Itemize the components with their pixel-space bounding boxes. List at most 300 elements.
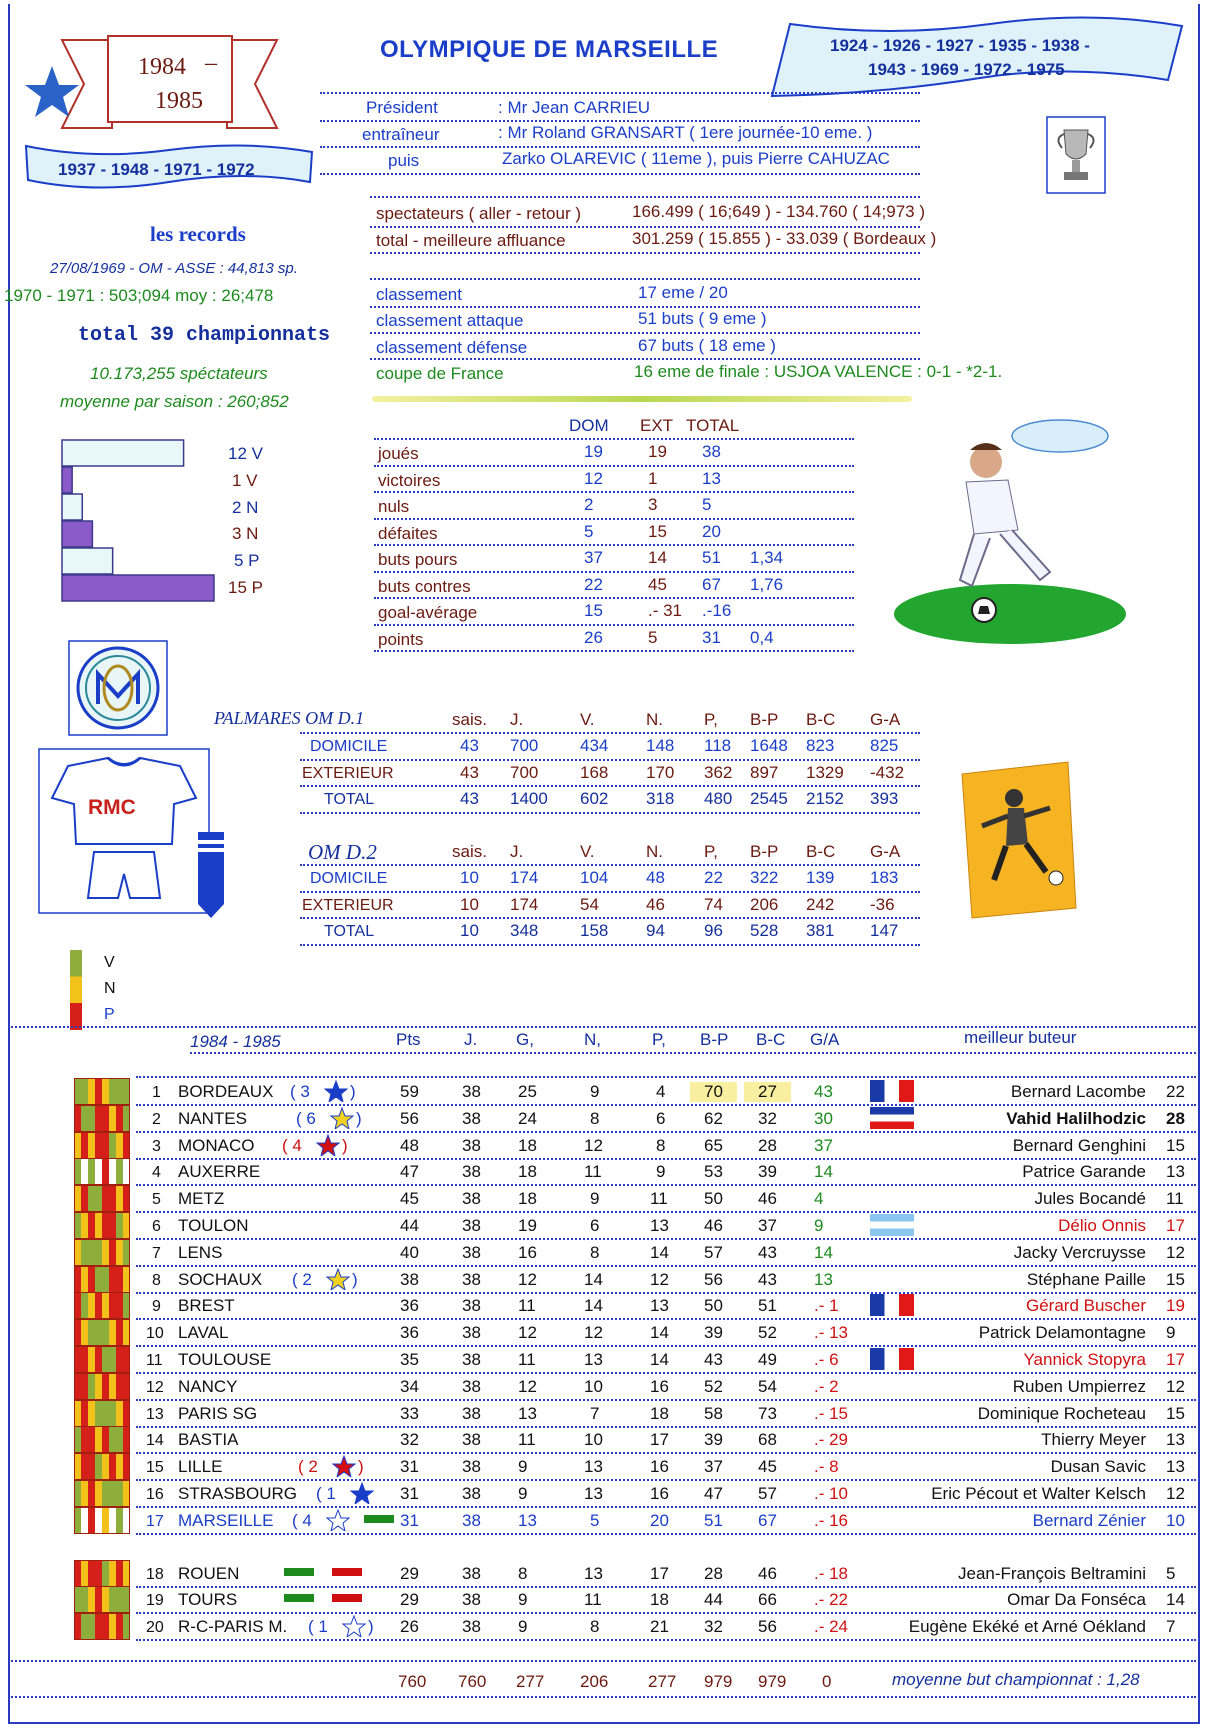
league-pts: 34 xyxy=(400,1376,419,1396)
league-scorer-goals: 22 xyxy=(1166,1082,1185,1101)
league-top-scorer: Eric Pécout et Walter Kelsch xyxy=(931,1484,1146,1503)
season-dash: – xyxy=(205,50,217,76)
league-row-divider xyxy=(136,1211,1196,1213)
total-affluence-label: total - meilleure affluance xyxy=(376,231,566,250)
league-played: 38 xyxy=(462,1242,481,1262)
league-scorer-goals: 15 xyxy=(1166,1135,1185,1155)
palmares_d2-cell: 10 xyxy=(460,921,479,940)
league-won: 24 xyxy=(518,1108,537,1128)
league-pts: 29 xyxy=(400,1563,419,1583)
league-goals-against: 27 xyxy=(744,1082,791,1102)
league-pts: 32 xyxy=(400,1430,419,1450)
league-goals-for: 58 xyxy=(704,1403,723,1423)
title-star-icon xyxy=(326,1509,350,1531)
league-rank: 19 xyxy=(146,1592,164,1610)
palmares_d2-header: B-C xyxy=(806,842,836,861)
palmares_d2-cell: 54 xyxy=(580,894,599,914)
league-total-value: 979 xyxy=(758,1672,787,1691)
league-team: TOULOUSE xyxy=(178,1350,272,1369)
league-rank: 13 xyxy=(146,1405,164,1423)
stats-row-dom: 26 xyxy=(584,627,603,647)
league-goals-against: 54 xyxy=(758,1376,777,1396)
stats-row-dom: 12 xyxy=(584,468,603,488)
records-line3: total 39 championnats xyxy=(78,324,331,347)
form-box xyxy=(74,1319,130,1346)
league-row-divider xyxy=(136,1479,1196,1481)
league-won: 19 xyxy=(518,1216,537,1235)
league-drawn: 8 xyxy=(590,1108,600,1128)
league-drawn: 6 xyxy=(590,1216,600,1235)
club-title: OLYMPIQUE DE MARSEILLE xyxy=(380,36,719,63)
league-played: 38 xyxy=(462,1135,481,1155)
stats-row-label: goal-avérage xyxy=(378,603,478,622)
league-scorer-goals: 13 xyxy=(1166,1162,1185,1182)
league-titles: ( 4 xyxy=(292,1510,312,1530)
stats-row-total: 51 xyxy=(702,548,721,567)
stats-row-total: 67 xyxy=(702,574,721,594)
then-label: puis xyxy=(388,151,420,170)
league-total-value: 206 xyxy=(580,1672,609,1691)
league-scorer-goals: 13 xyxy=(1166,1430,1185,1450)
league-rank: 10 xyxy=(146,1325,164,1343)
league-goals-for: 47 xyxy=(704,1484,723,1503)
league-row-divider xyxy=(136,1639,1196,1641)
president-value: : Mr Jean CARRIEU xyxy=(498,98,651,117)
league-row-divider xyxy=(136,1452,1196,1454)
form-box xyxy=(74,1480,130,1507)
league-goals-for: 39 xyxy=(704,1323,723,1343)
palmares_d1-row-label: EXTERIEUR xyxy=(302,764,394,782)
title-star-icon xyxy=(316,1134,340,1156)
title-star-icon xyxy=(324,1080,348,1102)
league-goal-diff: .- 8 xyxy=(814,1457,839,1477)
stats-row-total: 38 xyxy=(702,442,721,461)
league-won: 13 xyxy=(518,1510,537,1530)
league-total-value: 760 xyxy=(398,1672,427,1691)
league-won: 18 xyxy=(518,1135,537,1155)
palmares_d2-header: G-A xyxy=(870,842,901,861)
goalkeeper-illustration xyxy=(958,760,1082,920)
league-scorer-goals: 7 xyxy=(1166,1617,1176,1637)
league-pts: 38 xyxy=(400,1269,419,1289)
league-pts: 40 xyxy=(400,1242,419,1262)
league-lost: 9 xyxy=(656,1162,666,1182)
bar-3 xyxy=(62,494,82,520)
league-played: 38 xyxy=(462,1216,481,1235)
league-scorer-goals: 28 xyxy=(1166,1108,1185,1128)
argentina-flag-icon xyxy=(870,1214,914,1236)
league-goals-against: 56 xyxy=(758,1617,777,1637)
stats-row-dom: 2 xyxy=(584,495,594,514)
palmares_d1-cell: 2545 xyxy=(750,789,788,808)
palmares_d1-cell: 700 xyxy=(510,762,539,782)
league-rank: 8 xyxy=(152,1271,161,1289)
palmares_d2-cell: 242 xyxy=(806,894,835,914)
palmares_d1-cell: 1648 xyxy=(750,736,788,755)
league-rank: 7 xyxy=(152,1244,161,1262)
league-drawn: 12 xyxy=(584,1135,603,1155)
league-played: 38 xyxy=(462,1376,481,1396)
league-won: 9 xyxy=(518,1457,528,1477)
league-scorer-goals: 13 xyxy=(1166,1457,1185,1477)
league-goals-for: 51 xyxy=(704,1510,723,1530)
stats-row-dom: 37 xyxy=(584,548,603,567)
league-titles: ( 6 xyxy=(296,1108,316,1128)
league-lost: 14 xyxy=(650,1323,669,1343)
league-team: STRASBOURG xyxy=(178,1484,298,1503)
league-top-scorer: Jules Bocandé xyxy=(1034,1189,1146,1209)
league-team: SOCHAUX xyxy=(178,1269,263,1289)
league-goals-against: 32 xyxy=(758,1108,777,1128)
stats-row-ext: 3 xyxy=(648,495,658,514)
league-row-divider xyxy=(136,1586,1196,1588)
league-row-divider xyxy=(136,1612,1196,1614)
league-rank: 11 xyxy=(146,1352,163,1369)
league-goal-diff: .- 6 xyxy=(814,1350,839,1369)
palmares_d2-cell: 96 xyxy=(704,921,723,940)
league-team: NANTES xyxy=(178,1108,247,1128)
league-row-divider xyxy=(136,1104,1196,1106)
league-rank: 16 xyxy=(146,1486,164,1503)
palmares_d2-row-divider xyxy=(300,944,920,946)
league-lost: 14 xyxy=(650,1242,669,1262)
league-team: BREST xyxy=(178,1296,235,1316)
palmares_d1-cell: 148 xyxy=(646,736,675,755)
palmares_d1-cell: 825 xyxy=(870,736,899,755)
league-top-scorer: Stéphane Paille xyxy=(1026,1269,1146,1289)
stats-row-total: 20 xyxy=(702,521,721,541)
title-star-icon xyxy=(330,1107,354,1129)
attack-label: classement attaque xyxy=(376,311,524,330)
palmares_d1-header: sais. xyxy=(452,710,487,729)
league-goals-for: 53 xyxy=(704,1162,723,1182)
bar-label-3: 2 N xyxy=(232,498,259,517)
bar-label-6: 15 P xyxy=(228,578,263,597)
legend-v: V xyxy=(104,954,115,971)
league-titles: ( 4 xyxy=(282,1135,302,1155)
league-team: TOULON xyxy=(178,1216,249,1235)
spectators-value: 166.499 ( 16;649 ) - 134.760 ( 14;973 ) xyxy=(632,202,925,221)
records-line4: 10.173,255 spéctateurs xyxy=(90,364,268,383)
form-box xyxy=(74,1400,130,1427)
stats-row-divider xyxy=(374,544,854,546)
palmares_d1-cell: 170 xyxy=(646,762,675,782)
league-scorer-goals: 12 xyxy=(1166,1484,1185,1503)
league-top-scorer: Bernard Zénier xyxy=(1032,1510,1146,1530)
league-total-value: 277 xyxy=(516,1672,545,1691)
league-goals-for: 52 xyxy=(704,1376,723,1396)
stats-row-label: joués xyxy=(378,444,419,463)
league-pts: 31 xyxy=(400,1484,419,1503)
palmares_d1-row-label: DOMICILE xyxy=(310,738,388,755)
league-played: 38 xyxy=(462,1510,481,1530)
palmares_d2-cell: 158 xyxy=(580,921,609,940)
average-goals: moyenne but championnat : 1,28 xyxy=(892,1670,1140,1689)
league-row-divider xyxy=(136,1426,1196,1428)
league-goal-diff: 4 xyxy=(814,1189,824,1209)
attack-value: 51 buts ( 9 eme ) xyxy=(638,309,767,328)
league-drawn: 13 xyxy=(584,1484,603,1503)
league-drawn: 7 xyxy=(590,1403,600,1423)
league-scorer-goals: 12 xyxy=(1166,1242,1185,1262)
palmares_d1-cell: 318 xyxy=(646,789,675,808)
league-row-divider xyxy=(136,1372,1196,1374)
palmares_d1-cell: 2152 xyxy=(806,789,844,808)
league-goal-diff: .- 24 xyxy=(814,1617,849,1637)
league-goal-diff: 9 xyxy=(814,1216,824,1235)
classement-value: 17 eme / 20 xyxy=(638,283,728,302)
league-played: 38 xyxy=(462,1617,481,1637)
league-pts: 33 xyxy=(400,1403,419,1423)
league-rank: 4 xyxy=(152,1164,161,1182)
league-row-divider xyxy=(136,1292,1196,1294)
league-team: ROUEN xyxy=(178,1563,240,1583)
league-row-divider xyxy=(136,1399,1196,1401)
league-goals-for: 37 xyxy=(704,1457,723,1477)
league-row-divider xyxy=(136,1184,1196,1186)
palmares_d2-header: sais. xyxy=(452,842,487,861)
palmares_d2-header: N. xyxy=(646,842,663,861)
palmares_d1-header: G-A xyxy=(870,710,901,729)
league-header-n: N, xyxy=(584,1030,601,1049)
league-pts: 44 xyxy=(400,1216,419,1235)
league-goals-for: 32 xyxy=(704,1617,723,1637)
arrow-left-icon xyxy=(284,1594,314,1602)
league-goal-diff: .- 13 xyxy=(814,1323,849,1343)
league-scorer-goals: 15 xyxy=(1166,1403,1185,1423)
palmares_d2-cell: -36 xyxy=(870,894,895,914)
league-won: 18 xyxy=(518,1189,537,1209)
palmares_d2-cell: 22 xyxy=(704,868,723,887)
league-drawn: 9 xyxy=(590,1189,600,1209)
arrow-right-icon xyxy=(332,1568,362,1576)
league-top-scorer: Jacky Vercruysse xyxy=(1013,1242,1146,1262)
france-flag-icon xyxy=(870,1080,914,1102)
league-played: 38 xyxy=(462,1323,481,1343)
league-goal-diff: 14 xyxy=(814,1162,833,1182)
league-scorer-goals: 5 xyxy=(1166,1563,1176,1583)
palmares_d1-row-divider xyxy=(300,732,920,734)
league-titles: ( 1 xyxy=(316,1484,336,1503)
palmares-d2-title: OM D.2 xyxy=(308,840,377,864)
trophy-icon xyxy=(1046,116,1106,194)
league-goals-against: 43 xyxy=(758,1242,777,1262)
palmares_d2-cell: 174 xyxy=(510,868,539,887)
league-goals-for: 46 xyxy=(704,1216,723,1235)
palmares_d2-cell: 46 xyxy=(646,894,665,914)
league-lost: 16 xyxy=(650,1457,669,1477)
stats-row-ext: .- 31 xyxy=(648,601,683,620)
palmares_d2-cell: 74 xyxy=(704,894,723,914)
league-goal-diff: 13 xyxy=(814,1269,833,1289)
palmares_d1-row-divider xyxy=(300,812,920,814)
stats-row-ext: 1 xyxy=(648,468,658,488)
league-goals-for: 43 xyxy=(704,1350,723,1369)
league-rank: 12 xyxy=(146,1378,164,1396)
league-played: 38 xyxy=(462,1269,481,1289)
league-header-pts: Pts xyxy=(396,1030,421,1049)
league-played: 38 xyxy=(462,1350,481,1369)
league-lost: 17 xyxy=(650,1563,669,1583)
palmares_d2-header: P, xyxy=(704,842,718,861)
league-rank: 3 xyxy=(152,1137,161,1155)
league-won: 12 xyxy=(518,1269,537,1289)
stats-header-dom: DOM xyxy=(569,416,609,435)
form-box xyxy=(74,1373,130,1400)
league-row-divider xyxy=(136,1131,1196,1133)
league-lost: 18 xyxy=(650,1403,669,1423)
palmares_d1-cell: -432 xyxy=(870,762,905,782)
league-row-divider xyxy=(136,1238,1196,1240)
league-goal-diff: 43 xyxy=(814,1082,833,1101)
league-team: BASTIA xyxy=(178,1430,239,1450)
league-scorer-goals: 17 xyxy=(1166,1216,1185,1235)
league-goals-against: 45 xyxy=(758,1457,777,1477)
league-pts: 56 xyxy=(400,1108,419,1128)
palmares_d2-cell: 528 xyxy=(750,921,779,940)
league-team: MONACO xyxy=(178,1135,255,1155)
league-goal-diff: .- 16 xyxy=(814,1510,849,1530)
results-bar-chart xyxy=(60,438,220,604)
stats-row-label: défaites xyxy=(378,523,438,543)
league-goals-for: 57 xyxy=(704,1242,723,1262)
bar-label-5: 5 P xyxy=(234,551,260,570)
league-drawn: 14 xyxy=(584,1269,603,1289)
league-header-bc: B-C xyxy=(756,1030,786,1049)
league-team: TOURS xyxy=(178,1590,238,1610)
palmares_d2-cell: 381 xyxy=(806,921,835,940)
league-top-scorer: Vahid Halilhodzic xyxy=(1006,1108,1146,1128)
league-goals-against: 37 xyxy=(758,1216,777,1235)
league-top-scorer: Patrick Delamontagne xyxy=(978,1323,1146,1343)
cup-label: coupe de France xyxy=(376,364,504,383)
palmares_d1-cell: 393 xyxy=(870,789,899,808)
league-pts: 29 xyxy=(400,1590,419,1610)
league-scorer-goals: 19 xyxy=(1166,1296,1185,1316)
league-rank: 6 xyxy=(152,1218,161,1235)
league-goals-against: 39 xyxy=(758,1162,777,1182)
league-row-divider xyxy=(136,1318,1196,1320)
league-goal-diff: .- 22 xyxy=(814,1590,849,1610)
league-pts: 31 xyxy=(400,1457,419,1477)
stats-row-ext: 15 xyxy=(648,521,667,541)
league-rank: 9 xyxy=(152,1298,161,1316)
league-top-scorer: Yannick Stopyra xyxy=(1023,1350,1146,1369)
stats-row-label: points xyxy=(378,629,424,649)
stats-row-dom: 19 xyxy=(584,442,603,461)
palmares_d1-cell: 700 xyxy=(510,736,539,755)
league-goals-for: 50 xyxy=(704,1189,723,1209)
league-pts: 48 xyxy=(400,1135,419,1155)
bar-6 xyxy=(62,575,214,601)
league-scorer-goals: 14 xyxy=(1166,1590,1185,1610)
league-titles-close: ) xyxy=(342,1135,348,1155)
stats-row-label: victoires xyxy=(378,470,441,490)
league-played: 38 xyxy=(462,1457,481,1477)
palmares_d1-cell: 43 xyxy=(460,762,479,782)
stats-row-average: 1,34 xyxy=(750,548,784,567)
palmares_d2-cell: 183 xyxy=(870,868,899,887)
league-goals-against: 67 xyxy=(758,1510,777,1530)
league-rank: 18 xyxy=(146,1565,164,1583)
stats-row-divider xyxy=(374,438,854,440)
palmares_d2-cell: 10 xyxy=(460,868,479,887)
palmares_d2-cell: 322 xyxy=(750,868,779,887)
league-drawn: 13 xyxy=(584,1563,603,1583)
league-rank: 5 xyxy=(152,1191,161,1209)
title-star-icon xyxy=(342,1615,366,1637)
stats-row-label: buts pours xyxy=(378,550,458,569)
form-box xyxy=(74,1132,130,1159)
league-top-scorer: Thierry Meyer xyxy=(1041,1430,1146,1450)
league-pts: 26 xyxy=(400,1617,419,1637)
palmares_d2-cell: 48 xyxy=(646,868,665,887)
league-goals-for: 65 xyxy=(704,1135,723,1155)
palmares_d2-row-label: EXTERIEUR xyxy=(302,896,394,914)
form-box xyxy=(74,1239,130,1266)
bar-2 xyxy=(62,467,72,493)
form-box xyxy=(74,1078,130,1105)
league-lost: 18 xyxy=(650,1590,669,1610)
form-box xyxy=(74,1346,130,1373)
form-box xyxy=(74,1266,130,1293)
palmares_d2-cell: 94 xyxy=(646,921,665,940)
league-team: METZ xyxy=(178,1189,225,1209)
league-pts: 36 xyxy=(400,1323,419,1343)
arrow-left-icon xyxy=(364,1515,394,1523)
palmares_d2-cell: 139 xyxy=(806,868,835,887)
league-won: 12 xyxy=(518,1376,537,1396)
stats-row-label: nuls xyxy=(378,497,410,516)
defense-label: classement défense xyxy=(376,338,528,357)
legend-n: N xyxy=(104,980,116,997)
arrow-right-icon xyxy=(332,1594,362,1602)
league-header-scorer: meilleur buteur xyxy=(964,1028,1077,1047)
stats-row-dom: 15 xyxy=(584,601,603,620)
league-titles-close: ) xyxy=(368,1617,374,1637)
league-row-divider xyxy=(136,1345,1196,1347)
league-pts: 47 xyxy=(400,1162,419,1182)
palmares_d1-row-label: TOTAL xyxy=(324,791,375,808)
league-rank: 15 xyxy=(146,1459,164,1477)
league-lost: 16 xyxy=(650,1376,669,1396)
palmares_d1-cell: 823 xyxy=(806,736,835,755)
stats-row-ext: 14 xyxy=(648,548,667,567)
league-lost: 17 xyxy=(650,1430,669,1450)
league-played: 38 xyxy=(462,1296,481,1316)
league-goals-against: 46 xyxy=(758,1563,777,1583)
league-drawn: 10 xyxy=(584,1376,603,1396)
stats-row-average: 0,4 xyxy=(750,627,774,647)
stats-row-dom: 22 xyxy=(584,574,603,594)
league-scorer-goals: 12 xyxy=(1166,1376,1185,1396)
league-titles-close: ) xyxy=(356,1108,362,1128)
league-won: 11 xyxy=(518,1350,536,1369)
league-team: LENS xyxy=(178,1242,223,1262)
form-box xyxy=(74,1586,130,1613)
france-flag-icon xyxy=(870,1348,914,1370)
league-won: 13 xyxy=(518,1403,537,1423)
palmares_d2-header: J. xyxy=(510,842,524,861)
palmares_d2-row-divider xyxy=(300,891,920,893)
league-goal-diff: 14 xyxy=(814,1242,833,1262)
total-affluence-value: 301.259 ( 15.855 ) - 33.039 ( Bordeaux ) xyxy=(632,229,937,248)
league-drawn: 11 xyxy=(584,1590,602,1610)
bar-label-4: 3 N xyxy=(232,524,259,543)
palmares_d2-cell: 348 xyxy=(510,921,539,940)
league-total-value: 277 xyxy=(648,1672,677,1691)
league-goal-diff: .- 2 xyxy=(814,1376,839,1396)
